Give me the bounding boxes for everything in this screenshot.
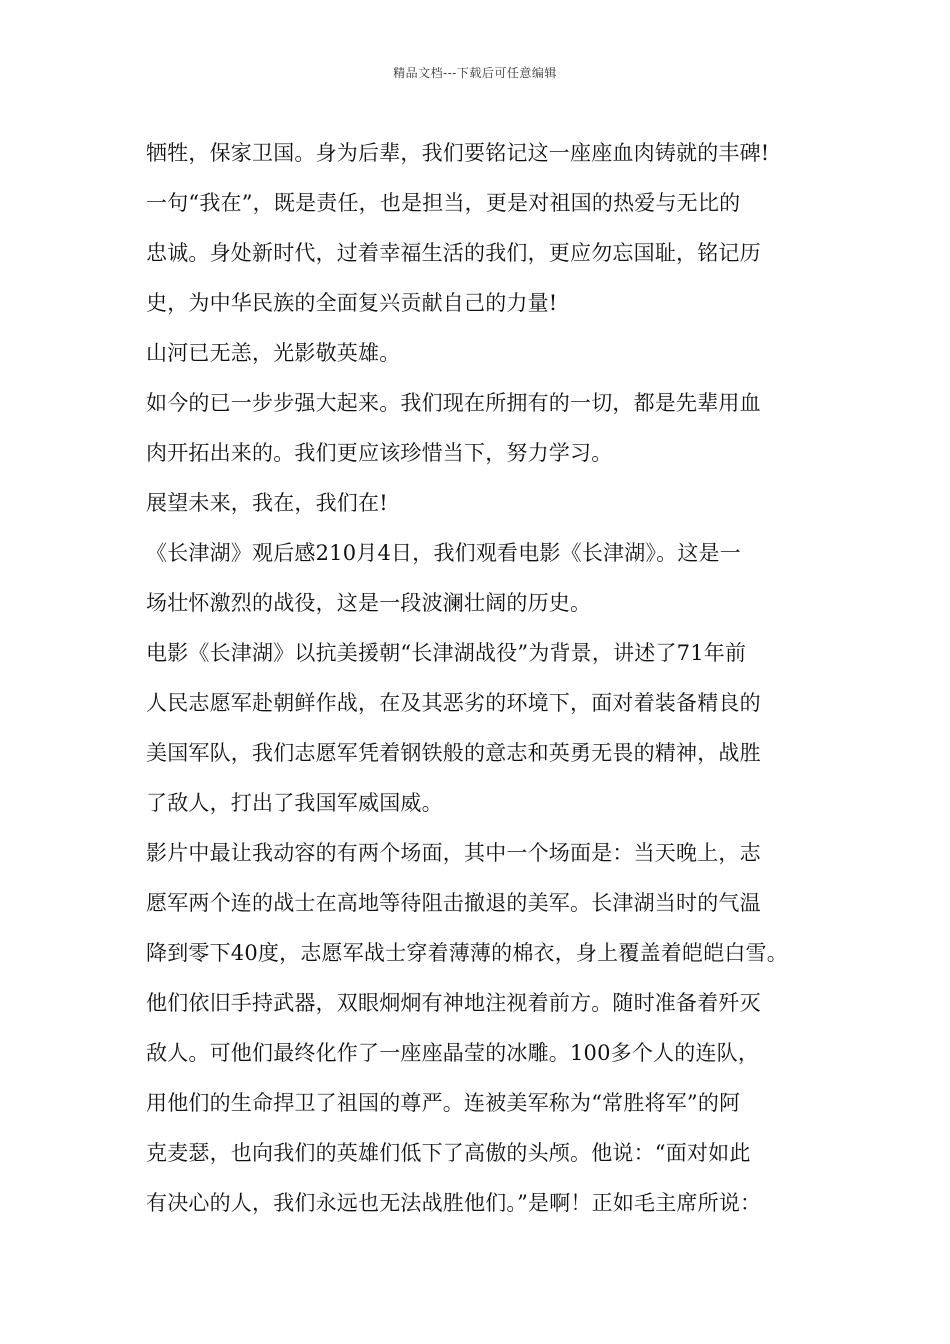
text-line: 有决心的人，我们永远也无法战胜他们。”是啊！正如毛主席所说： xyxy=(146,1191,762,1215)
text-line: 电影《长津湖》以抗美援朝“长津湖战役”为背景，讲述了71年前 xyxy=(146,641,747,665)
text-line: 牺牲，保家卫国。身为后辈，我们要铭记这一座座血肉铸就的丰碑! xyxy=(146,141,770,165)
text-line: 《长津湖》观后感210月4日，我们观看电影《长津湖》。这是一 xyxy=(146,541,741,565)
text-line: 影片中最让我动容的有两个场面，其中一个场面是：当天晚上，志 xyxy=(146,841,761,865)
text-line: 史，为中华民族的全面复兴贡献自己的力量! xyxy=(146,291,558,315)
text-line: 如今的已一步步强大起来。我们现在所拥有的一切，都是先辈用血 xyxy=(146,391,761,415)
text-line: 山河已无恙，光影敬英雄。 xyxy=(146,341,401,365)
text-line: 肉开拓出来的。我们更应该珍惜当下，努力学习。 xyxy=(146,441,613,465)
text-line: 敌人。可他们最终化作了一座座晶莹的冰雕。100多个人的连队， xyxy=(146,1041,760,1065)
text-line: 场壮怀激烈的战役，这是一段波澜壮阔的历史。 xyxy=(146,591,592,615)
text-line: 美国军队，我们志愿军凭着钢铁般的意志和英勇无畏的精神，战胜 xyxy=(146,741,761,765)
text-line: 降到零下40度，志愿军战士穿着薄薄的棉衣，身上覆盖着皑皑白雪。 xyxy=(146,941,788,965)
text-line: 展望未来，我在，我们在! xyxy=(146,491,388,515)
text-line: 忠诚。身处新时代，过着幸福生活的我们，更应勿忘国耻，铭记历 xyxy=(146,241,761,265)
text-line: 一句“我在”，既是责任，也是担当，更是对祖国的热爱与无比的 xyxy=(146,191,741,215)
body-text xyxy=(146,128,826,1228)
text-line: 克麦瑟，也向我们的英雄们低下了高傲的头颅。他说：“面对如此 xyxy=(146,1141,751,1165)
text-line: 人民志愿军赴朝鲜作战，在及其恶劣的环境下，面对着装备精良的 xyxy=(146,691,761,715)
text-line: 用他们的生命捍卫了祖国的尊严。连被美军称为“常胜将军”的阿 xyxy=(146,1091,741,1115)
text-line: 他们依旧手持武器，双眼炯炯有神地注视着前方。随时准备着歼灭 xyxy=(146,991,761,1015)
page-header: 精品文档---下载后可任意编辑 xyxy=(393,66,557,80)
text-line: 了敌人，打出了我国军威国威。 xyxy=(146,791,443,815)
text-line: 愿军两个连的战士在高地等待阻击撤退的美军。长津湖当时的气温 xyxy=(146,891,761,915)
